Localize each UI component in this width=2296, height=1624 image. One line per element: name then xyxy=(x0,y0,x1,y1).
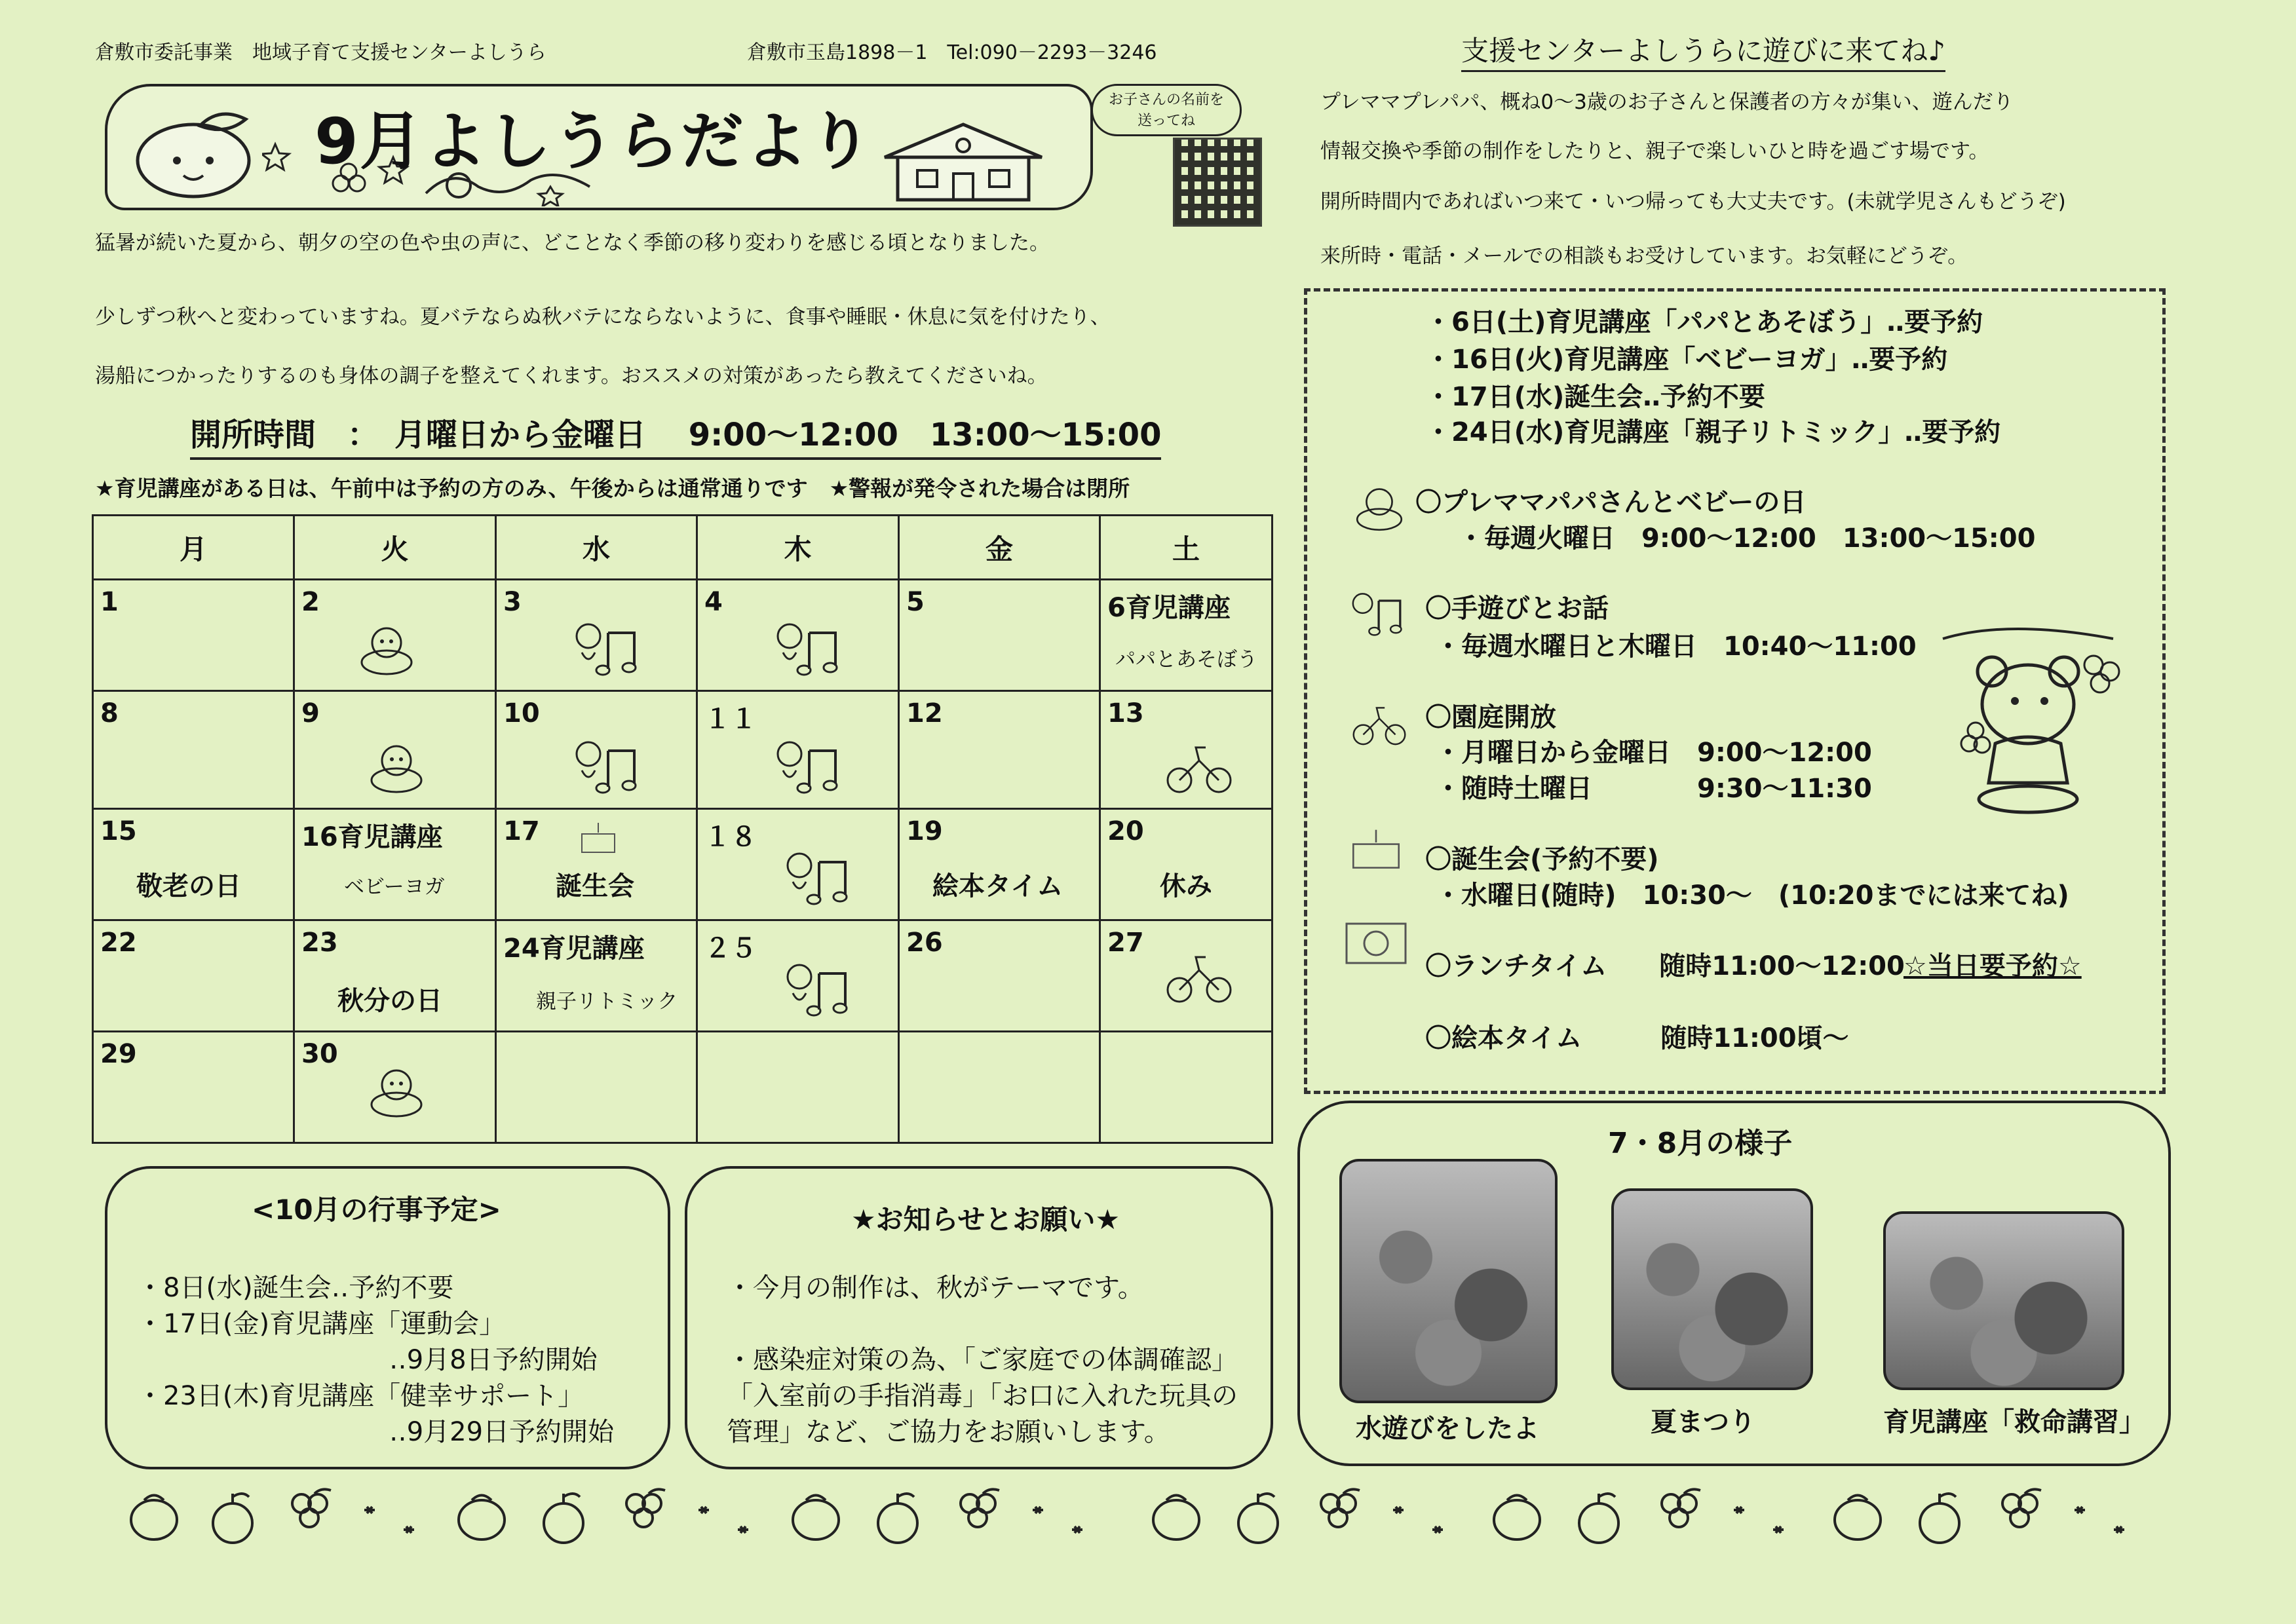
caption-first-aid-course: 育児講座「救命講習」 xyxy=(1883,1407,2145,1437)
section-garden-title: 〇園庭開放 xyxy=(1425,702,1556,732)
cake-icon xyxy=(575,818,621,857)
tricycle-icon xyxy=(1163,947,1235,1006)
october-line-2: ・17日(金)育児講座「運動会」 xyxy=(137,1309,506,1339)
calendar-week-row xyxy=(93,809,1272,920)
lunch-icon xyxy=(1343,920,1409,966)
section-prepapa-title: 〇プレママパパさんとベビーの日 xyxy=(1415,487,1807,518)
section-lunch-note: ☆当日要予約☆ xyxy=(1904,951,2082,981)
section-teasobi-title: 〇手遊びとお話 xyxy=(1425,594,1609,624)
music-note-child-icon xyxy=(770,734,842,800)
october-line-3: ‥9月8日予約開始 xyxy=(389,1345,598,1375)
cat-decoration-icon xyxy=(419,161,603,206)
day-number: 26 xyxy=(906,928,943,958)
day-number: 29 xyxy=(100,1039,137,1069)
weekday-tue: 火 xyxy=(294,516,496,580)
day-number: ２５ xyxy=(704,934,757,964)
day-number: １８ xyxy=(704,822,757,852)
weekday-fri: 金 xyxy=(899,516,1100,580)
section-prepapa-line: ・毎週火曜日 9:00～12:00 13:00～15:00 xyxy=(1458,523,2036,554)
music-note-child-icon xyxy=(569,734,641,800)
event-subtitle: パパとあそぼう xyxy=(1115,648,1257,671)
calendar-week-row xyxy=(93,1032,1272,1143)
schedule-line-3: ・17日(水)誕生会‥予約不要 xyxy=(1425,382,1765,412)
caption-water-play: 水遊びをしたよ xyxy=(1356,1414,1539,1444)
schedule-line-1: ・6日(土)育児講座「パパとあそぼう」‥要予約 xyxy=(1425,307,1983,337)
notice-line-2: ・感染症対策の為、「ご家庭での体調確認」 xyxy=(727,1345,1238,1375)
day-number: 23 xyxy=(301,928,338,958)
intro-line-2: 少しずつ秋へと変わっていますね。夏バテならぬ秋バテにならないように、食事や睡眠・休息に気を付けたり、 xyxy=(95,305,1111,329)
day-number: 13 xyxy=(1107,698,1144,728)
right-intro-line-1: プレママプレパパ、概ね0～3歳のお子さんと保護者の方々が集い、遊んだり xyxy=(1320,90,2014,114)
event-subtitle: ベビーヨガ xyxy=(344,875,445,899)
calendar-notes: ★育児講座がある日は、午前中は予約の方のみ、午後からは通常通りです ★警報が発令された場合は閉所 xyxy=(95,476,1130,501)
day-number: 27 xyxy=(1107,928,1144,958)
music-note-child-icon xyxy=(780,846,852,911)
tricycle-icon xyxy=(1163,738,1235,797)
notice-title: ★お知らせとお願い★ xyxy=(851,1203,1120,1236)
intro-line-1: 猛暑が続いた夏から、朝夕の空の色や虫の声に、どことなく季節の移り変わりを感じる頃となりました。 xyxy=(95,231,1050,255)
day-number: １１ xyxy=(704,704,757,734)
weekday-thu: 木 xyxy=(697,516,899,580)
tricycle-icon xyxy=(1350,698,1409,750)
baby-icon xyxy=(357,620,416,679)
section-picturebook-title: 〇絵本タイム 随時11:00頃～ xyxy=(1425,1023,1849,1053)
calendar-week-row xyxy=(93,580,1272,691)
fruit-border-decoration xyxy=(118,1481,2169,1559)
section-lunch-title: 〇ランチタイム 随時11:00～12:00 xyxy=(1425,951,1905,981)
photo-first-aid-course[interactable] xyxy=(1883,1211,2124,1390)
weekday-sat: 土 xyxy=(1100,516,1272,580)
calendar-week-row xyxy=(93,920,1272,1032)
intro-line-3: 湯船につかったりするのも身体の調子を整えてくれます。おススメの対策があったら教えてくださいね。 xyxy=(95,364,1048,388)
weekday-wed: 水 xyxy=(496,516,697,580)
day-number: 12 xyxy=(906,698,943,728)
event-label: 敬老の日 xyxy=(136,871,241,901)
qr-note-line-2: 送ってね xyxy=(1137,113,1195,129)
notice-line-3: 「入室前の手指消毒」「お口に入れた玩具の xyxy=(727,1381,1238,1411)
calendar-table xyxy=(92,514,1273,1144)
schedule-line-2: ・16日(火)育児講座「ベビーヨガ」‥要予約 xyxy=(1425,345,1948,375)
caption-summer-festival: 夏まつり xyxy=(1651,1407,1755,1437)
october-line-4: ・23日(木)育児講座「健幸サポート」 xyxy=(137,1381,584,1411)
schedule-line-4: ・24日(水)育児講座「親子リトミック」‥要予約 xyxy=(1425,417,2001,447)
bear-grapes-icon xyxy=(1936,626,2133,816)
section-garden-line-1: ・月曜日から金曜日 9:00～12:00 xyxy=(1435,738,1872,768)
qr-code[interactable] xyxy=(1173,138,1262,227)
baby-icon xyxy=(367,738,426,797)
day-number: 2 xyxy=(301,587,320,617)
house-icon xyxy=(865,118,1062,203)
event-label: 絵本タイム xyxy=(932,871,1063,901)
calendar-week-row xyxy=(93,691,1272,809)
day-number: 20 xyxy=(1107,816,1144,846)
right-intro-line-4: 来所時・電話・メールでの相談もお受けしています。お気軽にどうぞ。 xyxy=(1320,244,1968,268)
day-number: 1 xyxy=(100,587,119,617)
day-number: 6育児講座 xyxy=(1107,593,1231,623)
event-label: 誕生会 xyxy=(556,871,634,901)
event-label: 秋分の日 xyxy=(337,986,442,1016)
page-title: 9月よしうらだより xyxy=(315,105,873,178)
event-label: 休み xyxy=(1160,871,1212,901)
october-line-5: ‥9月29日予約開始 xyxy=(389,1417,615,1447)
music-note-child-icon xyxy=(1347,586,1406,642)
music-note-child-icon xyxy=(569,616,641,682)
october-line-1: ・8日(水)誕生会‥予約不要 xyxy=(137,1273,454,1303)
right-intro-line-2: 情報交換や季節の制作をしたりと、親子で楽しいひと時を過ごす場です。 xyxy=(1320,140,1989,163)
music-note-child-icon xyxy=(770,616,842,682)
photo-summer-festival[interactable] xyxy=(1611,1188,1813,1390)
october-events-box xyxy=(105,1166,670,1469)
october-title: <10月の行事予定> xyxy=(252,1194,501,1226)
day-number: 22 xyxy=(100,928,137,958)
weekday-mon: 月 xyxy=(93,516,294,580)
section-teasobi-line: ・毎週水曜日と木曜日 10:40～11:00 xyxy=(1435,632,1917,662)
notice-box xyxy=(685,1166,1273,1469)
day-number: 16育児講座 xyxy=(301,822,443,852)
right-heading: 支援センターよしうらに遊びに来てね♪ xyxy=(1461,29,1945,72)
notice-line-4: 管理」など、ご協力をお願いします。 xyxy=(727,1417,1170,1447)
weekday-header-row xyxy=(93,516,1272,580)
opening-hours: 開所時間 ： 月曜日から金曜日 9:00～12:00 13:00～15:00 xyxy=(190,409,1161,460)
baby-icon xyxy=(367,1062,426,1121)
cake-icon xyxy=(1347,822,1406,875)
day-number: 9 xyxy=(301,698,320,728)
day-number: 30 xyxy=(301,1039,338,1069)
day-number: 24育児講座 xyxy=(503,934,645,964)
section-birthday-title: 〇誕生会(予約不要) xyxy=(1425,844,1659,875)
address-phone: 倉敷市玉島1898－1 Tel:090－2293－3246 xyxy=(747,41,1157,64)
notice-line-1: ・今月の制作は、秋がテーマです。 xyxy=(727,1273,1144,1303)
baby-icon xyxy=(1350,482,1409,534)
right-intro-line-3: 開所時間内であればいつ来て・いつ帰っても大丈夫です。(未就学児さんもどうぞ) xyxy=(1320,190,2066,214)
day-number: 10 xyxy=(503,698,540,728)
photos-box xyxy=(1297,1101,2171,1466)
music-note-child-icon xyxy=(780,957,852,1023)
photo-water-play[interactable] xyxy=(1339,1159,1558,1403)
org-name: 倉敷市委託事業 地域子育て支援センターよしうら xyxy=(95,41,546,64)
day-number: 17 xyxy=(503,816,540,846)
day-number: 8 xyxy=(100,698,119,728)
day-number: 3 xyxy=(503,587,522,617)
event-subtitle: 親子リトミック xyxy=(536,990,678,1013)
qr-note-line-1: お子さんの名前を xyxy=(1108,92,1224,108)
day-number: 5 xyxy=(906,587,925,617)
day-number: 19 xyxy=(906,816,943,846)
day-number: 4 xyxy=(704,587,723,617)
section-garden-line-2: ・随時土曜日 9:30～11:30 xyxy=(1435,774,1872,804)
section-birthday-line: ・水曜日(随時) 10:30～ (10:20までには来てね) xyxy=(1435,880,2069,911)
day-number: 15 xyxy=(100,816,137,846)
qr-note xyxy=(1091,84,1242,136)
photos-title: 7・8月の様子 xyxy=(1608,1127,1793,1160)
